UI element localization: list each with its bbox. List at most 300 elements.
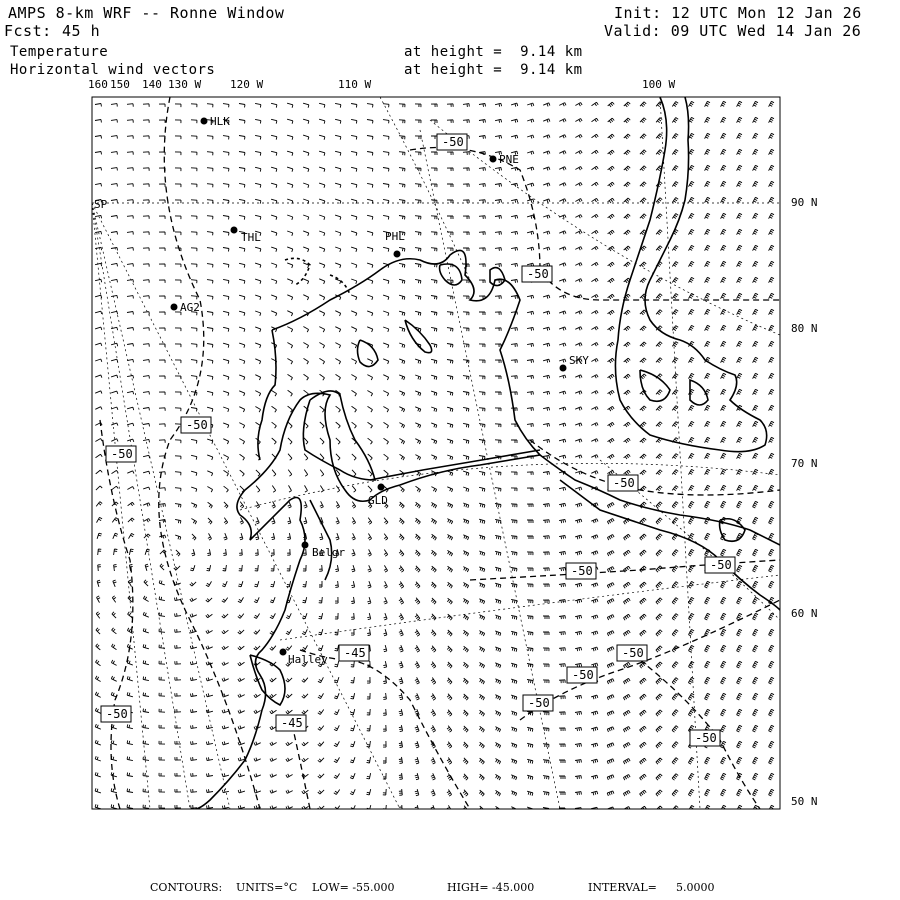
wind-barb	[95, 343, 102, 346]
wind-barb	[511, 119, 518, 122]
wind-barb	[527, 504, 533, 507]
wind-barb	[143, 424, 150, 427]
field-temperature-height: at height = 9.14 km	[404, 44, 583, 60]
wind-barb	[705, 437, 710, 442]
wind-barb	[721, 757, 726, 764]
wind-barb	[624, 598, 631, 604]
wind-barb	[479, 312, 485, 315]
wind-barb	[270, 597, 275, 603]
wind-barb	[287, 581, 291, 587]
wind-barb	[383, 741, 386, 747]
wind-barb	[383, 805, 387, 811]
wind-barb	[254, 758, 261, 762]
wind-barb	[288, 517, 291, 524]
wind-barb	[624, 118, 630, 123]
wind-barb	[753, 501, 758, 508]
wind-barb	[559, 359, 566, 363]
wind-barb	[624, 470, 631, 475]
wind-barb	[527, 424, 533, 427]
wind-barb	[111, 359, 118, 362]
wind-barb	[511, 488, 517, 491]
wind-barb	[143, 596, 148, 602]
wind-barb	[672, 134, 678, 139]
wind-barb	[384, 597, 388, 604]
wind-barb	[271, 231, 277, 236]
wind-barb	[769, 277, 774, 282]
wind-barb	[175, 344, 181, 347]
wind-barb	[111, 104, 117, 107]
wind-barb	[511, 328, 517, 331]
wind-barb	[721, 277, 726, 282]
wind-barb	[287, 135, 293, 140]
wind-barb	[721, 469, 726, 474]
wind-barb	[543, 568, 549, 571]
wind-barb	[591, 295, 598, 299]
wind-barb	[608, 118, 615, 123]
wind-barb	[672, 262, 678, 267]
wind-barb	[111, 184, 117, 187]
wind-barb	[287, 167, 293, 172]
contour-label-10	[523, 695, 553, 711]
lon-label-150: 150	[110, 78, 130, 91]
wind-barb	[255, 359, 260, 364]
wind-barb	[769, 325, 774, 330]
wind-barb	[479, 216, 485, 219]
wind-barb	[207, 264, 213, 268]
wind-barb	[415, 677, 420, 684]
wind-barb	[111, 279, 117, 282]
wind-vector-field	[95, 101, 774, 812]
wind-barb	[239, 120, 245, 124]
wind-barb	[415, 359, 421, 364]
wind-barb	[288, 374, 293, 380]
wind-barb	[591, 647, 598, 651]
wind-barb	[592, 134, 599, 138]
wind-barb	[689, 517, 695, 524]
wind-barb	[159, 328, 165, 331]
wind-barb	[143, 200, 149, 203]
wind-barb	[705, 309, 710, 314]
wind-barb	[320, 470, 324, 477]
wind-barb	[143, 805, 149, 809]
wind-barb	[254, 774, 261, 778]
wind-barb	[240, 470, 245, 476]
wind-barb	[159, 376, 165, 379]
wind-barb	[191, 296, 197, 300]
wind-barb	[495, 551, 501, 555]
wind-barb	[592, 118, 599, 122]
wind-barb	[737, 661, 742, 668]
wind-barb	[575, 615, 582, 619]
wind-barb	[350, 757, 355, 763]
wind-barb	[255, 119, 261, 123]
wind-barb	[592, 246, 599, 250]
wind-barb	[527, 759, 533, 763]
wind-barb	[191, 168, 197, 171]
wind-barb	[431, 678, 436, 685]
wind-barb	[223, 216, 229, 220]
wind-barb	[591, 631, 598, 635]
wind-barb	[159, 709, 165, 712]
wind-barb	[753, 325, 758, 330]
wind-barb	[511, 615, 517, 619]
wind-barb	[447, 758, 452, 765]
wind-barb	[543, 311, 550, 315]
wind-barb	[127, 296, 133, 299]
wind-barb	[145, 564, 148, 571]
coastline-ronne-shelf	[195, 251, 540, 810]
wind-barb	[206, 741, 213, 744]
wind-barb	[447, 168, 453, 171]
wind-barb	[447, 678, 452, 684]
wind-barb	[721, 773, 726, 780]
wind-barb	[159, 424, 165, 427]
wind-barb	[159, 535, 166, 538]
wind-barb	[511, 263, 517, 266]
wind-barb	[415, 614, 420, 621]
wind-barb	[463, 184, 469, 187]
wind-barb	[527, 775, 533, 780]
wind-barb	[96, 454, 103, 457]
wind-barb	[607, 791, 614, 796]
wind-barb	[111, 772, 117, 777]
wind-barb	[688, 709, 694, 716]
wind-barb	[432, 534, 437, 540]
wind-barb	[607, 535, 614, 541]
wind-barb	[672, 374, 678, 379]
wind-barb	[223, 104, 229, 108]
wind-barb	[384, 613, 388, 620]
wind-barb	[223, 295, 229, 299]
wind-barb	[351, 167, 357, 171]
wind-barb	[511, 247, 517, 250]
wind-barb	[479, 328, 485, 331]
wind-barb	[479, 424, 485, 428]
wind-barb	[689, 357, 695, 362]
wind-barb	[640, 278, 646, 283]
wind-barb	[191, 216, 197, 219]
wind-barb	[447, 503, 452, 508]
wind-barb	[495, 663, 501, 668]
wind-barb	[559, 760, 565, 763]
wind-barb	[399, 295, 405, 300]
wind-barb	[543, 423, 549, 426]
wind-barb	[753, 245, 758, 250]
wind-barb	[159, 200, 165, 203]
wind-barb	[286, 694, 292, 698]
wind-barb	[207, 439, 213, 444]
wind-barb	[383, 120, 389, 124]
wind-barb	[222, 710, 229, 714]
wind-barb	[159, 805, 165, 808]
wind-barb	[431, 136, 437, 139]
station-label-gld: GLD	[368, 494, 388, 507]
wind-barb	[175, 709, 181, 712]
wind-barb	[721, 693, 726, 700]
wind-barb	[431, 709, 436, 716]
wind-barb	[689, 485, 695, 490]
wind-barb	[447, 487, 452, 492]
wind-barb	[737, 741, 742, 748]
wind-barb	[175, 232, 181, 235]
wind-barb	[769, 181, 774, 186]
wind-barb	[270, 774, 277, 778]
wind-barb	[384, 581, 388, 588]
wind-barb	[415, 502, 420, 508]
wind-barb	[479, 567, 485, 572]
wind-barb	[559, 119, 566, 123]
wind-barb	[495, 488, 501, 492]
wind-barb	[351, 661, 355, 667]
wind-barb	[288, 454, 292, 461]
wind-barb	[271, 247, 277, 252]
wind-barb	[286, 742, 293, 746]
wind-barb	[559, 295, 566, 299]
wind-barb	[399, 645, 403, 652]
wind-barb	[495, 232, 501, 235]
contour-label-2	[522, 266, 552, 282]
wind-barb	[689, 277, 695, 282]
wind-barb	[559, 343, 566, 347]
wind-barb	[672, 390, 678, 395]
wind-barb	[143, 677, 149, 681]
wind-barb	[705, 693, 710, 700]
wind-barb	[447, 375, 453, 379]
station-hlk-dot	[201, 118, 208, 125]
wind-barb	[543, 472, 549, 475]
wind-barb	[463, 248, 469, 251]
wind-barb	[464, 630, 469, 636]
wind-barb	[368, 581, 372, 588]
wind-barb	[175, 184, 181, 187]
wind-barb	[656, 742, 662, 748]
wind-barb	[559, 616, 565, 620]
wind-barb	[575, 647, 582, 651]
wind-barb	[640, 790, 647, 796]
wind-barb	[319, 183, 325, 188]
wind-barb	[624, 342, 631, 347]
wind-barb	[575, 311, 582, 315]
wind-barb	[543, 488, 549, 491]
wind-barb	[689, 101, 695, 106]
wind-barb	[399, 613, 404, 620]
wind-barb	[672, 614, 678, 621]
wind-barb	[656, 678, 662, 684]
wind-barb	[383, 677, 386, 684]
wind-barb	[705, 709, 710, 716]
wind-barb	[624, 246, 631, 251]
wind-barb	[559, 535, 565, 539]
wind-barb	[272, 470, 276, 477]
wind-barb	[271, 565, 274, 571]
footer-high: HIGH= -45.000	[447, 881, 535, 894]
wind-barb	[191, 328, 197, 332]
wind-barb	[672, 774, 678, 781]
wind-barb	[527, 472, 533, 475]
wind-barb	[689, 261, 695, 266]
wind-barb	[191, 693, 198, 696]
wind-barb	[159, 120, 165, 123]
wind-barb	[175, 392, 181, 395]
wind-barb	[191, 677, 197, 680]
wind-barb	[351, 677, 355, 683]
wind-barb	[367, 279, 373, 284]
wind-barb	[239, 311, 245, 316]
wind-barb	[705, 773, 710, 780]
wind-barb	[128, 518, 134, 522]
wind-barb	[111, 343, 118, 346]
wind-barb	[223, 168, 229, 172]
wind-barb	[255, 375, 260, 380]
wind-barb	[334, 661, 338, 667]
wind-barb	[223, 549, 226, 555]
wind-barb	[111, 295, 118, 298]
wind-barb	[254, 614, 260, 619]
wind-barb	[287, 549, 290, 555]
wind-barb	[143, 628, 149, 633]
wind-barb	[624, 550, 631, 556]
wind-barb	[286, 629, 292, 634]
wind-barb	[270, 710, 277, 714]
wind-barb	[351, 581, 354, 588]
wind-barb	[97, 517, 103, 522]
wind-barb	[769, 517, 774, 524]
wind-barb	[272, 501, 276, 508]
wind-barb	[95, 263, 102, 266]
wind-barb	[302, 629, 307, 634]
wind-barb	[769, 709, 774, 716]
wind-barb	[352, 390, 357, 396]
wind-barb	[319, 358, 324, 364]
wind-barb	[415, 248, 421, 252]
wind-barb	[431, 327, 437, 331]
contour-label-7	[705, 557, 735, 573]
wind-barb	[431, 104, 437, 107]
wind-barb	[705, 645, 710, 652]
wind-barb	[769, 341, 774, 346]
wind-barb	[753, 117, 758, 122]
wind-barb	[415, 423, 420, 428]
wind-barb	[689, 405, 695, 410]
wind-barb	[656, 726, 662, 732]
wind-barb	[415, 152, 421, 155]
wind-barb	[143, 392, 149, 395]
wind-barb	[640, 150, 646, 155]
wind-barb	[527, 680, 533, 684]
wind-barb	[336, 374, 341, 380]
wind-barb	[239, 263, 245, 267]
wind-barb	[175, 440, 181, 443]
wind-barb	[175, 152, 181, 155]
wind-barb	[495, 583, 501, 588]
wind-barb	[656, 294, 662, 299]
wind-barb	[334, 741, 340, 746]
wind-barb	[191, 725, 197, 728]
wind-barb	[607, 711, 614, 716]
wind-barb	[335, 645, 339, 651]
wind-barb	[559, 327, 566, 331]
wind-barb	[383, 359, 389, 364]
wind-barb	[575, 631, 582, 635]
wind-barb	[129, 549, 133, 555]
wind-barb	[737, 261, 742, 266]
wind-barb	[352, 517, 356, 524]
wind-barb	[608, 246, 615, 251]
wind-barb	[511, 631, 517, 635]
wind-barb	[479, 487, 485, 491]
wind-barb	[255, 549, 258, 555]
wind-barb	[575, 535, 582, 539]
wind-barb	[399, 693, 403, 700]
wind-barb	[95, 152, 102, 155]
wind-barb	[479, 774, 484, 780]
wind-barb	[479, 535, 485, 540]
wind-barb	[559, 632, 565, 635]
wind-barb	[367, 597, 371, 604]
wind-barb	[543, 616, 549, 619]
wind-barb	[127, 407, 134, 410]
wind-barb	[624, 166, 630, 171]
wind-barb	[575, 135, 582, 139]
wind-barb	[256, 470, 260, 476]
wind-barb	[527, 311, 534, 314]
wind-barb	[672, 310, 678, 315]
wind-barb	[511, 360, 517, 363]
wind-barb	[399, 375, 405, 380]
wind-barb	[495, 248, 501, 251]
wind-barb	[607, 727, 614, 732]
wind-barb	[705, 453, 710, 458]
station-markers	[171, 118, 567, 656]
wind-barb	[543, 664, 549, 667]
wind-barb	[318, 677, 324, 682]
wind-barb	[575, 423, 582, 427]
wind-barb	[175, 488, 181, 492]
wind-barb	[336, 438, 340, 444]
wind-barb	[367, 120, 373, 124]
wind-barb	[287, 327, 292, 332]
wind-barb	[640, 182, 646, 187]
wind-barb	[495, 695, 500, 700]
wind-barb	[192, 534, 196, 540]
wind-barb	[399, 757, 403, 763]
wind-barb	[96, 470, 103, 474]
wind-barb	[384, 470, 389, 476]
wind-barb	[559, 407, 566, 411]
wind-barb	[447, 742, 452, 749]
wind-barb	[208, 533, 212, 540]
wind-barb	[287, 295, 292, 300]
wind-barb	[351, 104, 357, 108]
svg-text:-50: -50	[442, 135, 464, 149]
wind-barb	[175, 264, 181, 267]
lon-label-140: 140	[142, 78, 162, 91]
wind-barb	[640, 710, 647, 716]
wind-barb	[543, 375, 550, 378]
wind-barb	[640, 742, 647, 748]
wind-barb	[624, 326, 631, 331]
wind-barb	[127, 168, 133, 171]
wind-barb	[608, 342, 615, 347]
wind-barb	[607, 599, 614, 604]
wind-barb	[511, 568, 517, 572]
wind-barb	[319, 103, 325, 107]
wind-barb	[111, 756, 117, 761]
wind-barb	[608, 294, 615, 299]
wind-barb	[753, 773, 758, 780]
wind-barb	[238, 789, 245, 793]
wind-barb	[608, 102, 615, 107]
